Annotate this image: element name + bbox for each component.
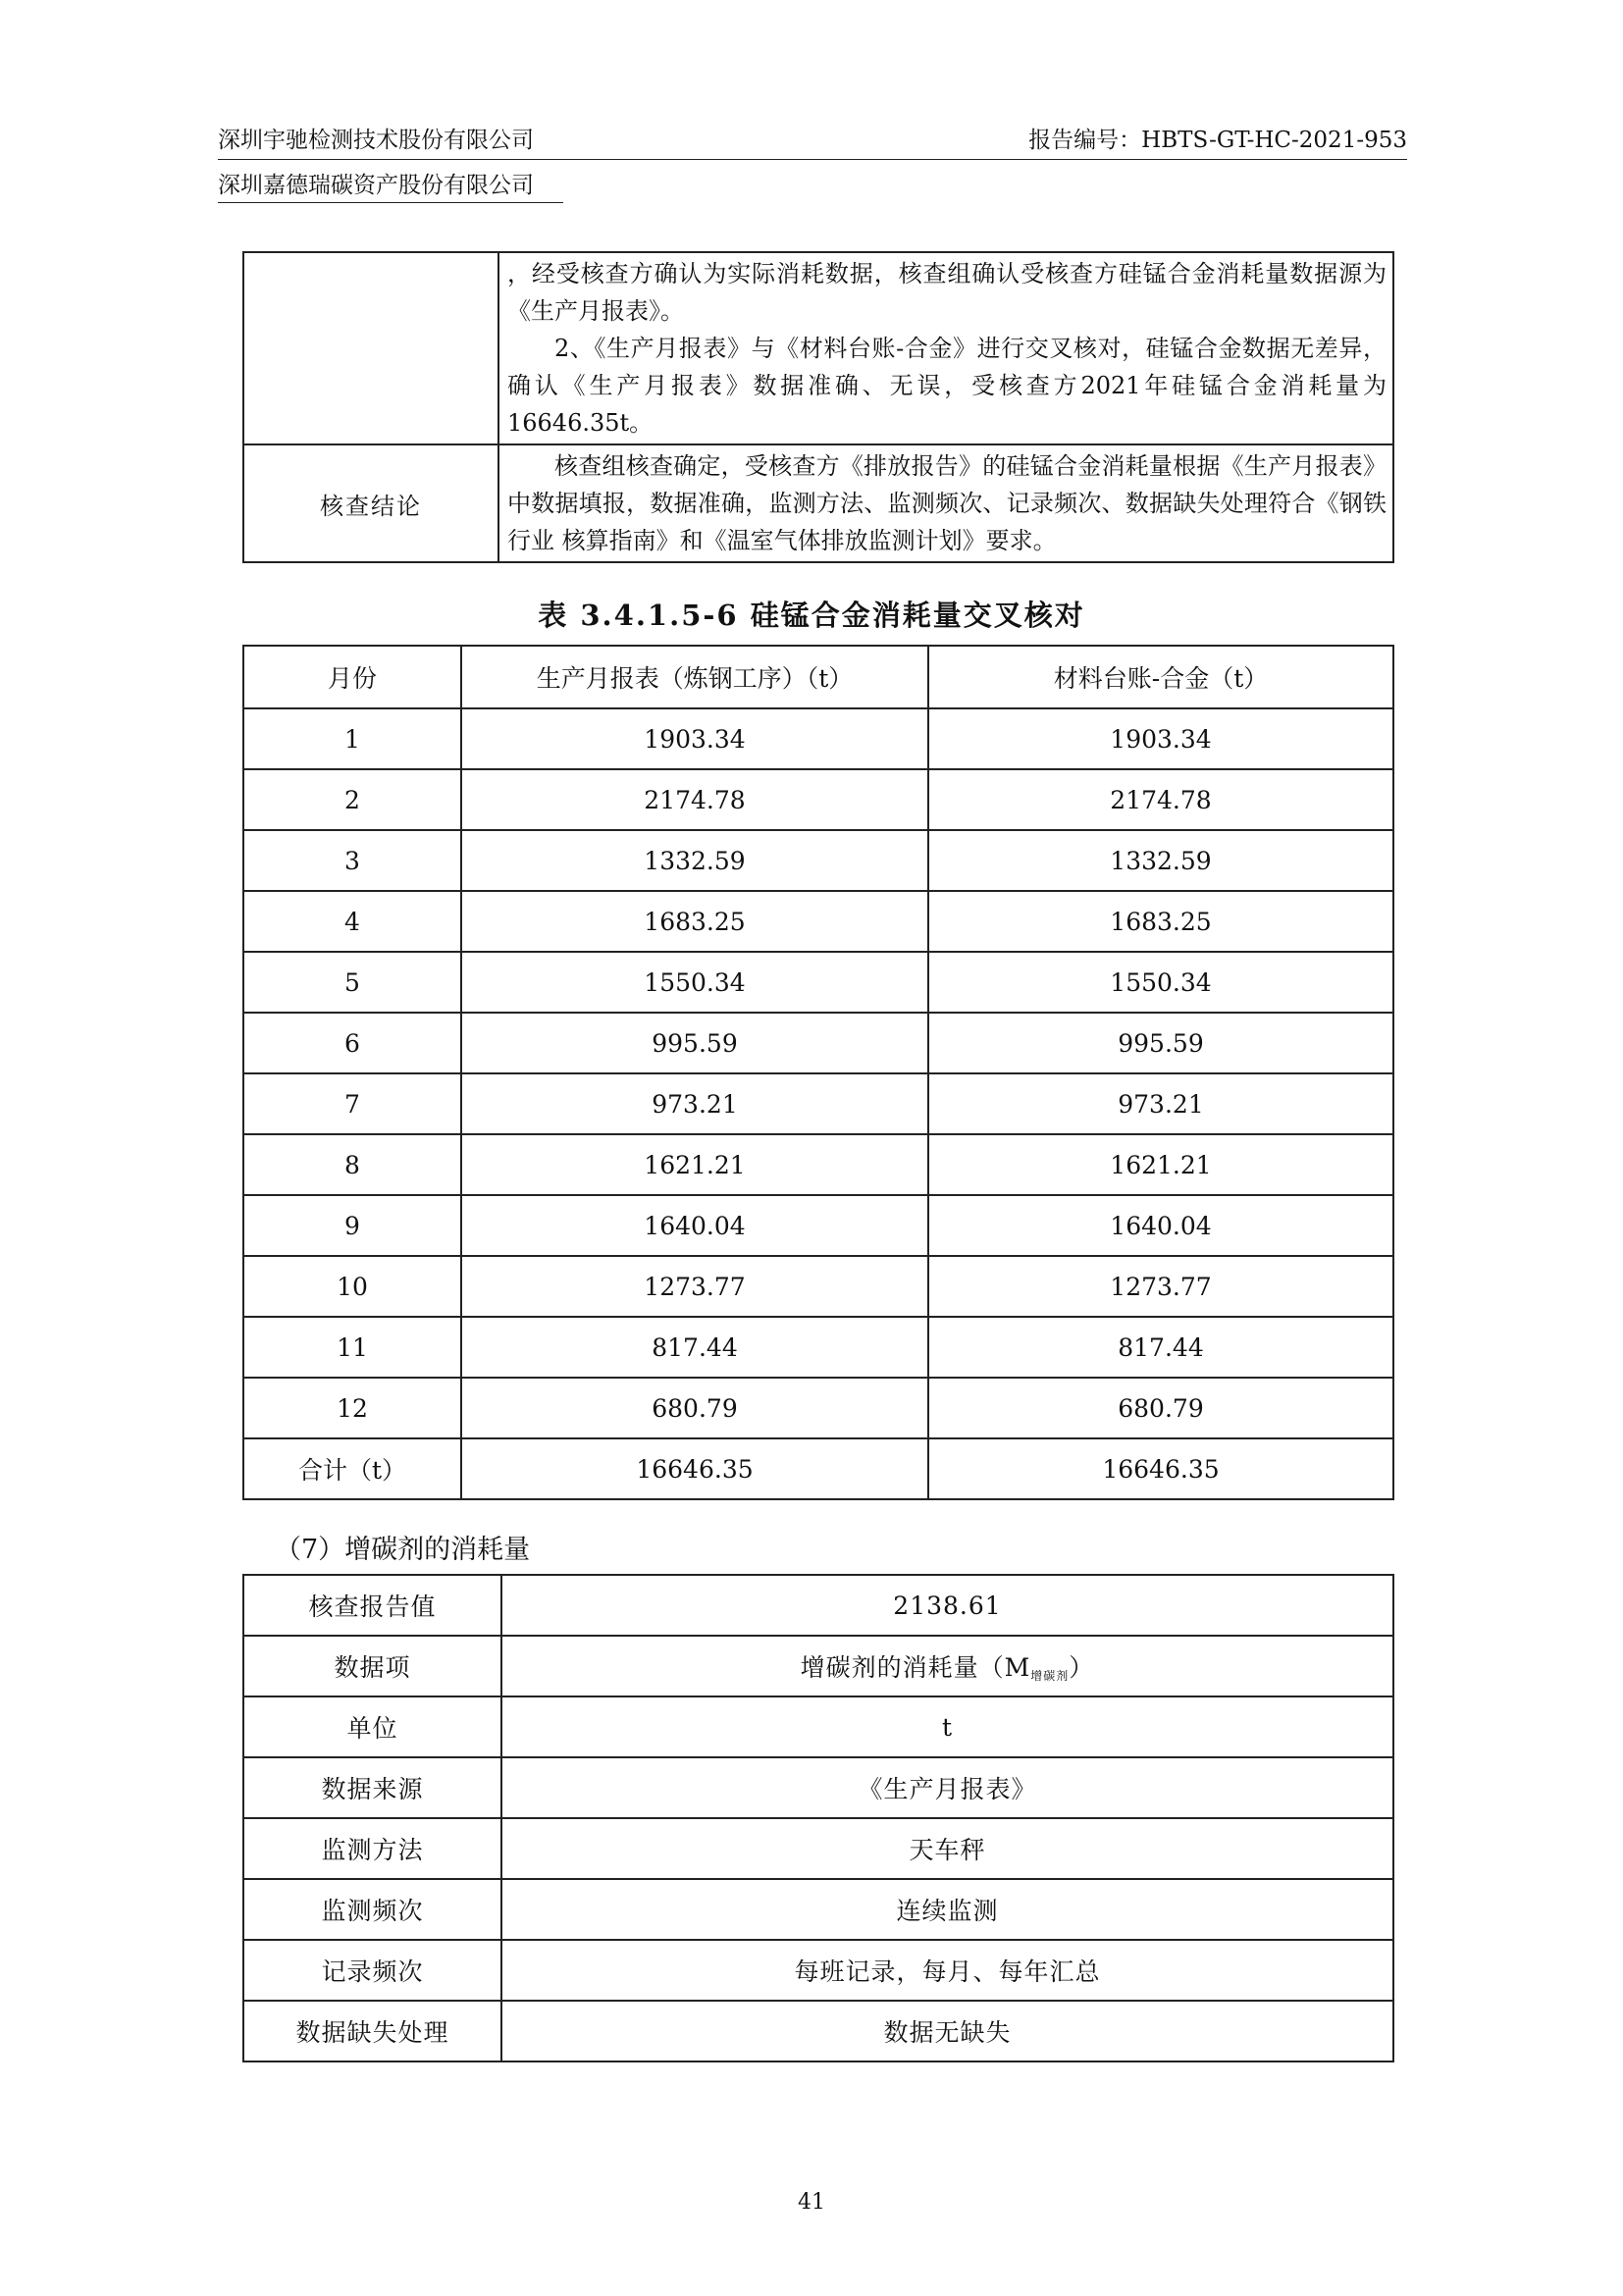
table-row [243,1378,1393,1438]
info-value-text: 连续监测 [896,1897,999,1925]
production-report-cell: 1273.77 [461,1256,928,1317]
material-ledger-cell: 973.21 [928,1073,1393,1134]
info-label: 数据来源 [243,1757,501,1818]
info-row [243,1696,1393,1757]
table-row [243,769,1393,830]
material-ledger-cell: 1903.34 [928,708,1393,769]
month-cell: 11 [243,1317,461,1378]
month-cell: 1 [243,708,461,769]
month-cell: 8 [243,1134,461,1195]
verification-text-1: ，经受核查方确认为实际消耗数据，核查组确认受核查方硅锰合金消耗量数据源为《生产月报表》。 [507,260,1387,325]
table-row [243,1073,1393,1134]
header-company-2: 深圳嘉德瑞碳资产股份有限公司 [218,173,534,198]
info-label: 监测频次 [243,1879,501,1940]
verification-details [498,252,1393,444]
info-value [501,1696,1393,1757]
production-report-cell: 817.44 [461,1317,928,1378]
info-value-text: 《生产月报表》 [858,1775,1037,1803]
material-ledger-cell: 1273.77 [928,1256,1393,1317]
verification-row [243,252,1393,444]
production-report-cell: 973.21 [461,1073,928,1134]
month-cell: 3 [243,830,461,891]
table-row [243,1195,1393,1256]
info-value-text: 2138.61 [893,1591,1002,1620]
carburizer-heading: （7）增碳剂的消耗量 [275,1535,531,1565]
month-cell: 9 [243,1195,461,1256]
material-ledger-cell: 1640.04 [928,1195,1393,1256]
month-cell: 合计（t） [243,1438,461,1499]
table-row [243,891,1393,952]
conclusion-cell [498,444,1393,562]
column-header: 生产月报表（炼钢工序）（t） [461,646,928,708]
info-value-text: 天车秤 [909,1836,986,1864]
material-ledger-cell: 1683.25 [928,891,1393,952]
table-row [243,1317,1393,1378]
info-value-tail: ） [1069,1653,1095,1682]
month-cell: 12 [243,1378,461,1438]
column-header: 月份 [243,646,461,708]
info-label: 单位 [243,1696,501,1757]
material-ledger-cell: 1621.21 [928,1134,1393,1195]
production-report-cell: 2174.78 [461,769,928,830]
header-rule [218,159,1407,160]
production-report-cell: 1332.59 [461,830,928,891]
info-row [243,1757,1393,1818]
header-rule-2 [218,202,563,203]
info-row [243,1636,1393,1696]
production-report-cell: 16646.35 [461,1438,928,1499]
month-cell: 7 [243,1073,461,1134]
table-row [243,1256,1393,1317]
production-report-cell: 1621.21 [461,1134,928,1195]
info-row [243,1575,1393,1636]
table-row [243,1013,1393,1073]
info-row [243,1940,1393,2001]
page-number: 41 [798,2190,825,2215]
info-value [501,1879,1393,1940]
info-value-subscript: 增碳剂 [1030,1669,1070,1683]
header-company-1: 深圳宇驰检测技术股份有限公司 [218,128,534,153]
carburizer-table [242,1574,1394,2062]
month-cell: 4 [243,891,461,952]
info-value [501,1575,1393,1636]
info-value-text: 增碳剂的消耗量（M [800,1653,1031,1682]
info-row [243,1818,1393,1879]
info-value [501,1757,1393,1818]
info-label: 记录频次 [243,1940,501,2001]
production-report-cell: 1683.25 [461,891,928,952]
production-report-cell: 680.79 [461,1378,928,1438]
table-row [243,830,1393,891]
table-caption: 表 3.4.1.5-6 硅锰合金消耗量交叉核对 [538,599,1085,632]
month-cell: 6 [243,1013,461,1073]
verification-label-empty [243,252,498,444]
info-label: 核查报告值 [243,1575,501,1636]
info-label: 监测方法 [243,1818,501,1879]
info-value [501,1636,1393,1696]
column-header: 材料台账-合金（t） [928,646,1393,708]
info-row [243,2001,1393,2061]
cross-check-table [242,645,1394,1500]
material-ledger-cell: 2174.78 [928,769,1393,830]
month-cell: 2 [243,769,461,830]
month-cell: 5 [243,952,461,1013]
header-report-number: 报告编号：HBTS-GT-HC-2021-953 [1028,128,1407,153]
info-value [501,1940,1393,2001]
info-value [501,1818,1393,1879]
info-value-text: 每班记录，每月、每年汇总 [794,1957,1101,1986]
table-row [243,1134,1393,1195]
material-ledger-cell: 1332.59 [928,830,1393,891]
verification-text-2: 2、《生产月报表》与《材料台账-合金》进行交叉核对，硅锰合金数据无差异，确认《生产月报表》数据准确、无误，受核查方2021年硅锰合金消耗量为16646.35t。 [507,335,1387,437]
table-row [243,952,1393,1013]
info-label: 数据项 [243,1636,501,1696]
production-report-cell: 1640.04 [461,1195,928,1256]
info-value-text: t [941,1712,954,1742]
production-report-cell: 1903.34 [461,708,928,769]
material-ledger-cell: 817.44 [928,1317,1393,1378]
info-label: 数据缺失处理 [243,2001,501,2061]
month-cell: 10 [243,1256,461,1317]
total-row [243,1438,1393,1499]
info-row [243,1879,1393,1940]
production-report-cell: 1550.34 [461,952,928,1013]
info-value-text: 数据无缺失 [883,2018,1012,2047]
conclusion-text: 核查组核查确定，受核查方《排放报告》的硅锰合金消耗量根据《生产月报表》中数据填报，数据准确，监测方法、监测频次、记录频次、数据缺失处理符合《钢铁行业 核算指南》和《温室气体排放监测计划》要求。 [507,452,1387,554]
info-value [501,2001,1393,2061]
conclusion-label: 核查结论 [243,444,498,562]
material-ledger-cell: 1550.34 [928,952,1393,1013]
material-ledger-cell: 680.79 [928,1378,1393,1438]
production-report-cell: 995.59 [461,1013,928,1073]
verification-table [242,251,1394,563]
table-header-row [243,646,1393,708]
material-ledger-cell: 995.59 [928,1013,1393,1073]
table-row [243,708,1393,769]
material-ledger-cell: 16646.35 [928,1438,1393,1499]
conclusion-row [243,444,1393,562]
